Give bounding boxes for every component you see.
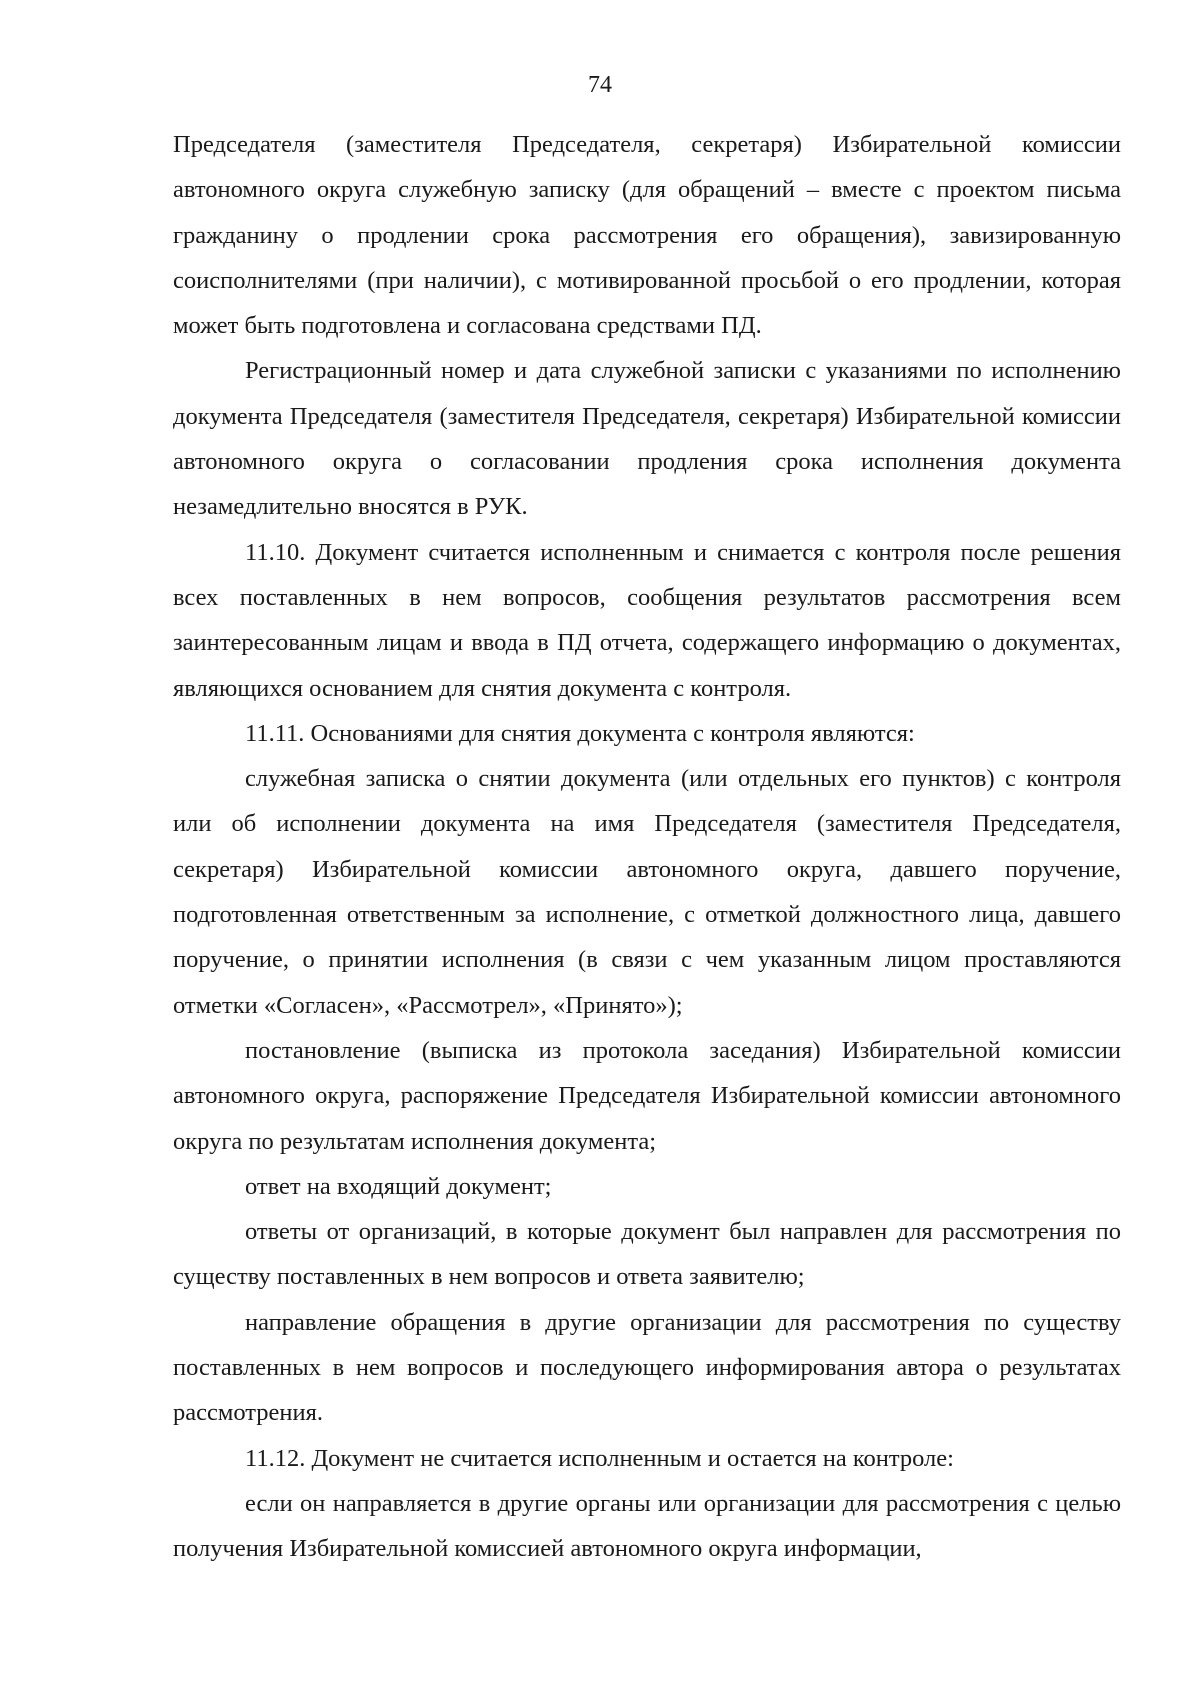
list-item-organization-replies: ответы от организаций, в которые документ был направлен для рассмотрения по существу поставленных в нем вопросов и ответа заявителю; [173,1218,1121,1291]
paragraph-11-11: 11.11. Основаниями для снятия документа с контроля являются: [245,719,915,747]
list-item-reply: ответ на входящий документ; [245,1172,552,1200]
paragraph-11-12: 11.12. Документ не считается исполненным и остается на контроле: [245,1444,954,1472]
paragraph-registration-number: Регистрационный номер и дата служебной записки с указаниями по исполнению документа Председателя (заместителя Председателя, секретаря) Избирательной комиссии автономного округа о согласовании продления срока исполнения документа незамедлительно вносятся в РУК. [173,357,1121,521]
list-item-sent-to-other-bodies: если он направляется в другие органы или организации для рассмотрения с целью получения Избирательной комиссией автономного округа информации, [173,1489,1121,1563]
list-item-forwarding: направление обращения в другие организации для рассмотрения по существу поставленных в нем вопросов и последующего информирования автора о результатах рассмотрения. [173,1308,1121,1427]
document-body [173,122,1121,1572]
list-item-memo: служебная записка о снятии документа (или отдельных его пунктов) с контроля или об исполнении документа на имя Председателя (заместителя Председателя, секретаря) Избирательной комиссии автономного округа, давшего поручение, подготовленная ответственным за исполнение, с отметкой должностного лица, давшего поручение, о принятии исполнения (в связи с чем указанным лицом проставляются отметки «Согласен», «Рассмотрел», «Принято»); [173,765,1121,1019]
paragraph-continuation: Председателя (заместителя Председателя, секретаря) Избирательной комиссии автономного округа служебную записку (для обращений – вместе с проектом письма гражданину о продлении срока рассмотрения его обращения), завизированную соисполнителями (при наличии), с мотивированной просьбой о его продлении, которая может быть подготовлена и согласована средствами ПД. [173,131,1121,340]
paragraph-11-10: 11.10. Документ считается исполненным и снимается с контроля после решения всех поставленных в нем вопросов, сообщения результатов рассмотрения всем заинтересованным лицам и ввода в ПД отчета, содержащего информацию о документах, являющихся основанием для снятия документа с контроля. [173,538,1121,702]
page-number: 74 [588,72,612,98]
list-item-resolution: постановление (выписка из протокола заседания) Избирательной комиссии автономного округа, распоряжение Председателя Избирательной комиссии автономного округа по результатам исполнения документа; [173,1036,1121,1155]
